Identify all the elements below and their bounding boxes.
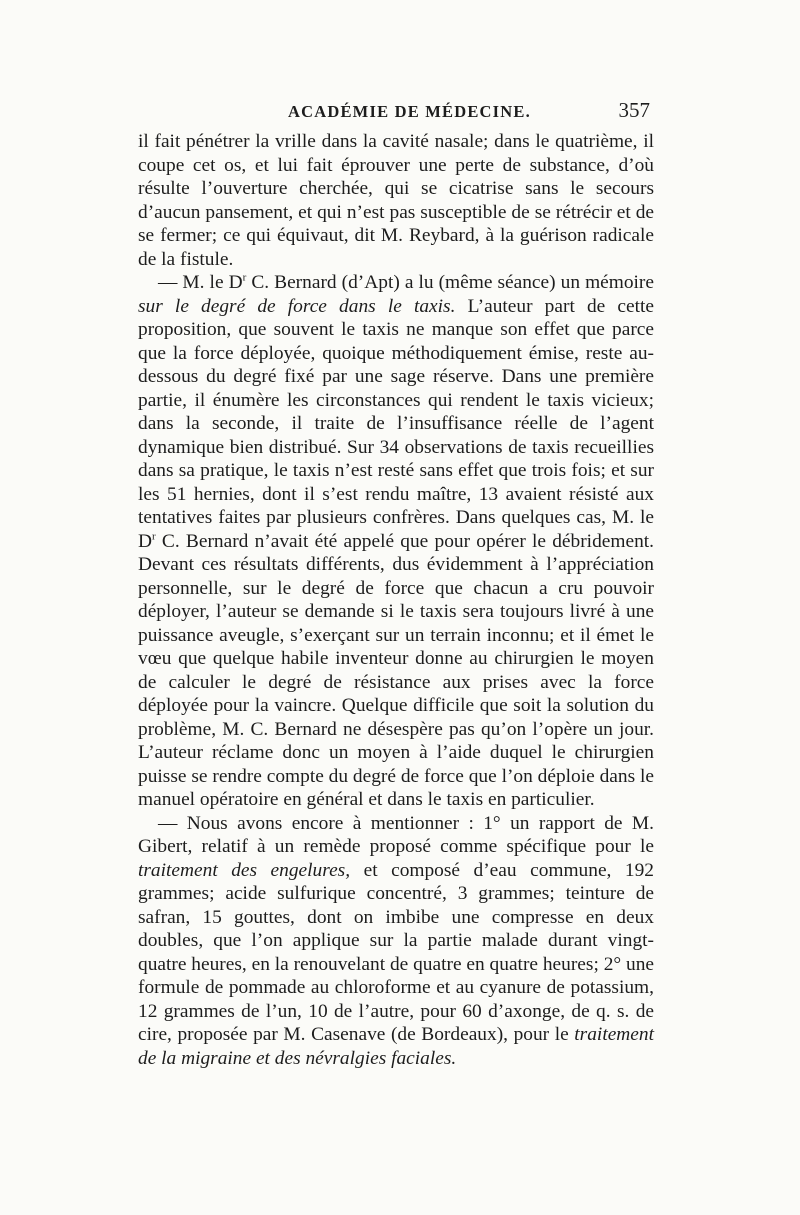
italic-text: traitement des engelures, bbox=[138, 859, 351, 881]
italic-text: sur le degré de force dans le taxis. bbox=[138, 295, 456, 317]
text-run: — M. le D bbox=[158, 272, 243, 293]
running-head: ACADÉMIE DE MÉDECINE. bbox=[288, 102, 531, 121]
paragraph-1 bbox=[138, 130, 654, 271]
page-header bbox=[138, 98, 654, 126]
text-run: L’auteur part de cette proposition, que souvent le taxis ne manque son effet que parce que la force déployée, quoique méthodiquement émise, reste au-dessous du degré fixé par une sage réserve. Dans une première partie, il énumère les circonstances qui rendent le taxis vicieux; dans la seconde, il traite de l’insuffisance réelle de l’agent dynamique bien distribué. Sur 34 observations de taxis recueillies dans sa pratique, le taxis n’est resté sans effet que trois fois; et sur les 51 hernies, dont il s’est rendu maître, 13 avaient résisté aux tentatives faites par plusieurs confrères. Dans quelques cas, M. le D bbox=[138, 295, 655, 552]
page-body bbox=[138, 130, 654, 1070]
text-run: et composé d’eau commune, 192 grammes; acide sulfurique concentré, 3 grammes; teinture de safran, 15 gouttes, dont on imbibe une compresse en deux doubles, que l’on applique sur la partie malade durant vingt-quatre heures, en la renouvelant de quatre en quatre heures; 2° une formule de pommade au chloroforme et au cyanure de potassium, 12 grammes de l’un, 10 de l’autre, pour 60 d’axonge, de q. s. de cire, proposée par M. Casenave (de Bordeaux), pour le bbox=[138, 859, 654, 1045]
page-number: 357 bbox=[618, 98, 650, 122]
paragraph-2 bbox=[138, 271, 654, 812]
superscript: r bbox=[242, 271, 247, 284]
paragraph-3 bbox=[138, 812, 654, 1071]
superscript: r bbox=[152, 530, 156, 543]
italic-text: traitement de la migraine et des névralgies faciales. bbox=[138, 1024, 654, 1069]
text-run: C. Bernard (d’Apt) a lu (même séance) un mémoire bbox=[246, 272, 654, 293]
text-run: il fait pénétrer la vrille dans la cavité nasale; dans le quatrième, il coupe cet os, et lui fait éprouver une perte de substance, d’où résulte l’ouverture cherchée, qui se cicatrise sans le secours d’aucun pansement, et qui n’est pas susceptible de se rétrécir et de se fermer; ce qui équivaut, dit M. Reybard, à la guérison radicale de la fistule. bbox=[138, 131, 654, 270]
text-run: — Nous avons encore à mentionner : 1° un rapport de M. Gibert, relatif à un remède proposé comme spécifique pour le bbox=[138, 812, 654, 857]
text-run: C. Bernard n’avait été appelé que pour opérer le débridement. Devant ces résultats différents, dus évidemment à l’appréciation personnelle, sur le degré de force que chacun a cru pouvoir déployer, l’auteur se demande si le taxis sera toujours livré à une puissance aveugle, s’exerçant sur un terrain inconnu; et il émet le vœu que quelque habile inventeur donne au chirurgien le moyen de calculer le degré de résistance aux prises avec la force déployée pour la vaincre. Quelque difficile que soit la solution du problème, M. C. Bernard ne désespère pas qu’on l’opère un jour. L’auteur réclame donc un moyen à l’aide duquel le chirurgien puisse se rendre compte du degré de force que l’on déploie dans le manuel opératoire en général et dans le taxis en particulier. bbox=[138, 530, 654, 810]
